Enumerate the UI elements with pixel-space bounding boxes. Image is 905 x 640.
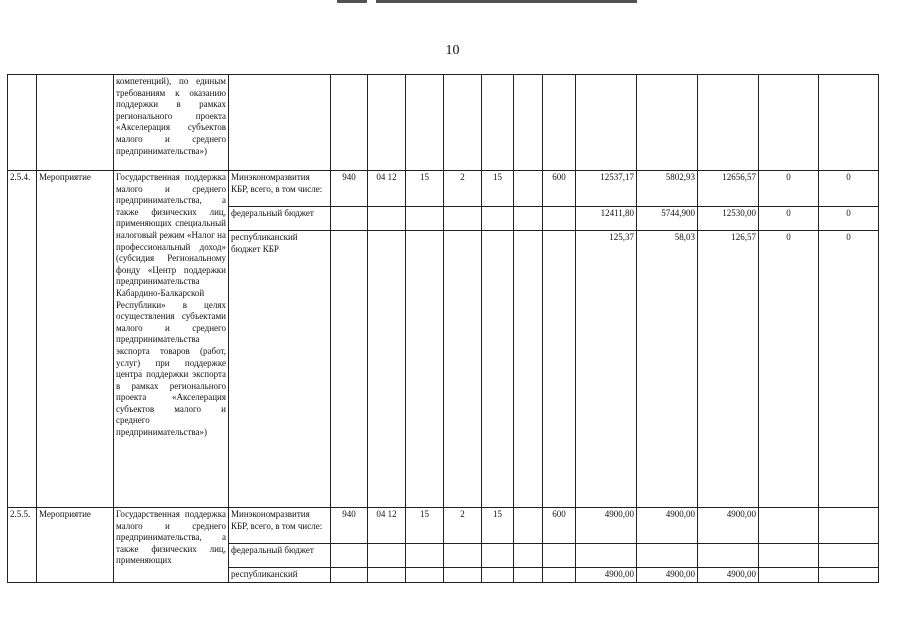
- csr-code-2: [444, 207, 482, 231]
- funding-source: республиканский бюджет КБР: [229, 231, 331, 508]
- rzpr-code: [368, 231, 406, 508]
- rzpr-code: 04 12: [368, 508, 406, 544]
- row-type: Мероприятие: [37, 171, 114, 508]
- vr-code: 600: [543, 508, 576, 544]
- amount-1: [576, 544, 637, 568]
- rzpr-code: [368, 544, 406, 568]
- amount-2: [637, 544, 698, 568]
- row-type: Мероприятие: [37, 508, 114, 583]
- csr-code-1: 15: [406, 171, 444, 207]
- rzpr-code: 04 12: [368, 171, 406, 207]
- csr-code-4: [514, 231, 543, 508]
- row-number: 2.5.5.: [8, 508, 37, 583]
- funding-source: федеральный бюджет: [229, 207, 331, 231]
- funding-source: федеральный бюджет: [229, 544, 331, 568]
- amount-2: 5802,93: [637, 171, 698, 207]
- grbs-code: [331, 568, 368, 583]
- funding-source: Минэкономразвития КБР, всего, в том числе:: [229, 508, 331, 544]
- amount-1: 12411,80: [576, 207, 637, 231]
- amount-5: [819, 568, 879, 583]
- grbs-code: [331, 231, 368, 508]
- amount-3: 126,57: [698, 231, 759, 508]
- amount-3: 12656,57: [698, 171, 759, 207]
- vr-code: [543, 231, 576, 508]
- amount-1: 12537,17: [576, 171, 637, 207]
- csr-code-4: [514, 207, 543, 231]
- rzpr-code: [368, 207, 406, 231]
- amount-5: 0: [819, 171, 879, 207]
- program-table: [7, 74, 879, 583]
- grbs-code: 940: [331, 171, 368, 207]
- amount-1: 4900,00: [576, 568, 637, 583]
- csr-code-3: [482, 207, 514, 231]
- csr-code-1: [406, 544, 444, 568]
- csr-code-4: [514, 568, 543, 583]
- rzpr-code: [368, 568, 406, 583]
- grbs-code: 940: [331, 508, 368, 544]
- csr-code-3: [482, 568, 514, 583]
- amount-5: [819, 508, 879, 544]
- table-row: [8, 508, 879, 544]
- csr-code-2: 2: [444, 508, 482, 544]
- csr-code-3: 15: [482, 508, 514, 544]
- csr-code-4: [514, 508, 543, 544]
- csr-code-2: 2: [444, 171, 482, 207]
- csr-code-2: [444, 231, 482, 508]
- funding-source: Минэкономразвития КБР, всего, в том числе:: [229, 171, 331, 207]
- csr-code-1: [406, 231, 444, 508]
- amount-2: 5744,900: [637, 207, 698, 231]
- amount-3: 12530,00: [698, 207, 759, 231]
- row-type: [37, 75, 114, 171]
- csr-code-3: 15: [482, 171, 514, 207]
- amount-2: 4900,00: [637, 568, 698, 583]
- row-number: [8, 75, 37, 171]
- amount-5: 0: [819, 231, 879, 508]
- amount-4: [759, 508, 819, 544]
- csr-code-4: [514, 544, 543, 568]
- vr-code: [543, 568, 576, 583]
- table-row: [8, 171, 879, 207]
- amount-1: 125,37: [576, 231, 637, 508]
- page-number: 10: [445, 43, 460, 58]
- csr-code-1: [406, 568, 444, 583]
- csr-code-1: 15: [406, 508, 444, 544]
- csr-code-4: [514, 171, 543, 207]
- grbs-code: [331, 207, 368, 231]
- csr-code-2: [444, 544, 482, 568]
- amount-2: 58,03: [637, 231, 698, 508]
- row-number: 2.5.4.: [8, 171, 37, 508]
- table-row: [8, 75, 879, 171]
- csr-code-1: [406, 207, 444, 231]
- vr-code: 600: [543, 171, 576, 207]
- amount-3: 4900,00: [698, 568, 759, 583]
- amount-3: [698, 544, 759, 568]
- csr-code-3: [482, 544, 514, 568]
- top-scan-mark: [337, 0, 637, 3]
- funding-source: республиканский: [229, 568, 331, 583]
- amount-4: [759, 544, 819, 568]
- grbs-code: [331, 544, 368, 568]
- amount-5: 0: [819, 207, 879, 231]
- amount-4: 0: [759, 231, 819, 508]
- amount-5: [819, 544, 879, 568]
- vr-code: [543, 544, 576, 568]
- amount-4: 0: [759, 207, 819, 231]
- row-description: Государственная поддержка малого и среднего предпринимательства, а также физических лиц, применяющих специальный налоговый режим «Налог на профессиональный доход» (субсидия Региональному фонду «Центр поддержки предпринимательства Кабардино-Балкарской Республики» в целях осуществления субъектами малого и среднего предпринимательства экспорта товаров (работ, услуг) при поддержке центра поддержки экспорта в рамках регионального проекта «Акселерация субъектов малого и среднего предпринимательства»): [114, 171, 229, 508]
- csr-code-3: [482, 231, 514, 508]
- amount-4: [759, 568, 819, 583]
- amount-1: 4900,00: [576, 508, 637, 544]
- amount-4: 0: [759, 171, 819, 207]
- csr-code-2: [444, 568, 482, 583]
- vr-code: [543, 207, 576, 231]
- amount-3: 4900,00: [698, 508, 759, 544]
- amount-2: 4900,00: [637, 508, 698, 544]
- row-description: компетенций), по единым требованиям к оказанию поддержки в рамках регионального проекта «Акселерация субъектов малого и среднего предпринимательства»): [114, 75, 229, 171]
- row-description: Государственная поддержка малого и среднего предпринимательства, а также физических лиц, применяющих: [114, 508, 229, 583]
